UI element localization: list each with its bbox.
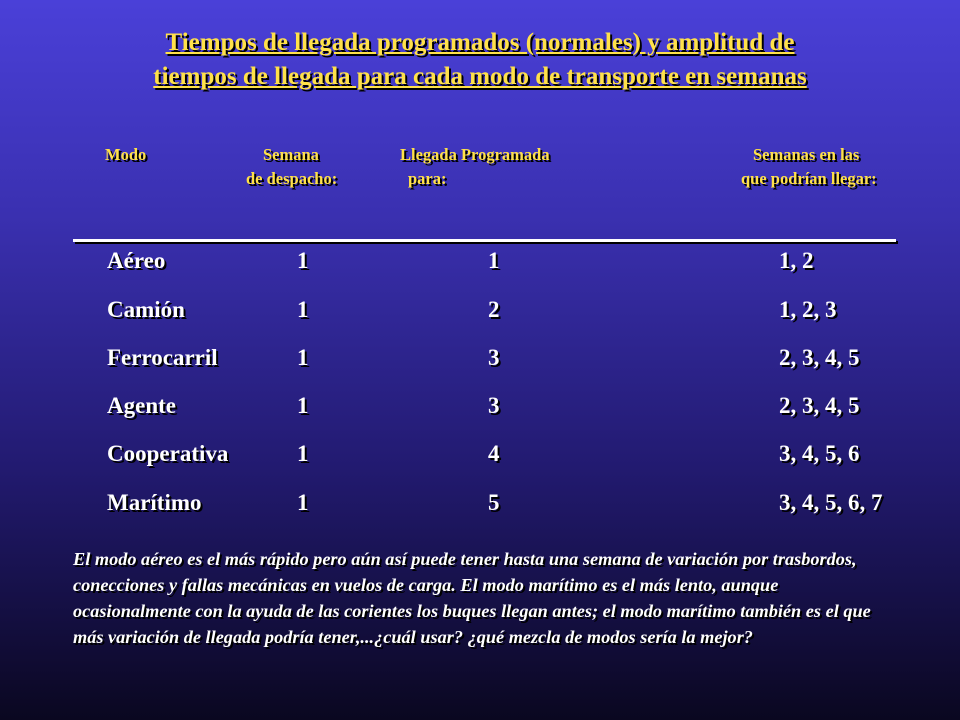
cell-despacho: 1 — [297, 490, 309, 515]
cell-llegada: 3 — [488, 345, 500, 370]
cell-modo: Aéreo — [107, 248, 166, 273]
cell-rango: 1, 2 — [779, 248, 814, 273]
cell-modo: Ferrocarril — [107, 345, 218, 370]
header-semanas-line-1: Semanas en las — [753, 145, 860, 164]
header-llegada-line-1: Llegada Programada — [400, 145, 550, 164]
cell-despacho: 1 — [297, 297, 309, 322]
slide-title — [0, 26, 960, 94]
cell-modo: Cooperativa — [107, 441, 229, 466]
cell-modo: Marítimo — [107, 490, 202, 515]
cell-modo: Camión — [107, 297, 185, 322]
cell-rango: 3, 4, 5, 6, 7 — [779, 490, 883, 515]
cell-despacho: 1 — [297, 345, 309, 370]
header-semana-line-1: Semana — [263, 145, 319, 164]
cell-rango: 1, 2, 3 — [779, 297, 837, 322]
cell-rango: 2, 3, 4, 5 — [779, 345, 860, 370]
cell-despacho: 1 — [297, 248, 309, 273]
cell-despacho: 1 — [297, 441, 309, 466]
cell-despacho: 1 — [297, 393, 309, 418]
cell-rango: 2, 3, 4, 5 — [779, 393, 860, 418]
cell-llegada: 5 — [488, 490, 500, 515]
title-line-2: tiempos de llegada para cada modo de transporte en semanas — [153, 63, 807, 90]
cell-llegada: 4 — [488, 441, 500, 466]
cell-llegada: 2 — [488, 297, 500, 322]
title-line-1: Tiempos de llegada programados (normales) y amplitud de — [165, 29, 795, 56]
cell-llegada: 1 — [488, 248, 500, 273]
cell-modo: Agente — [107, 393, 176, 418]
header-divider — [73, 239, 896, 242]
header-llegada-line-2: para: — [408, 169, 447, 188]
cell-rango: 3, 4, 5, 6 — [779, 441, 860, 466]
header-modo: Modo — [105, 145, 147, 164]
cell-llegada: 3 — [488, 393, 500, 418]
explanatory-note: El modo aéreo es el más rápido pero aún así puede tener hasta una semana de variación por trasbordos, conecciones y fallas mecánicas en vuelos de carga. El modo marítimo es el más lento, aunque ocasionalmente con la ayuda de las corientes los buques llegan antes; el modo marítimo también es el que más variación de llegada podría tener,...¿cuál usar? ¿qué mezcla de modos sería la mejor? — [73, 549, 871, 647]
header-semanas-line-2: que podrían llegar: — [741, 169, 877, 188]
header-semana-line-2: de despacho: — [246, 169, 338, 188]
